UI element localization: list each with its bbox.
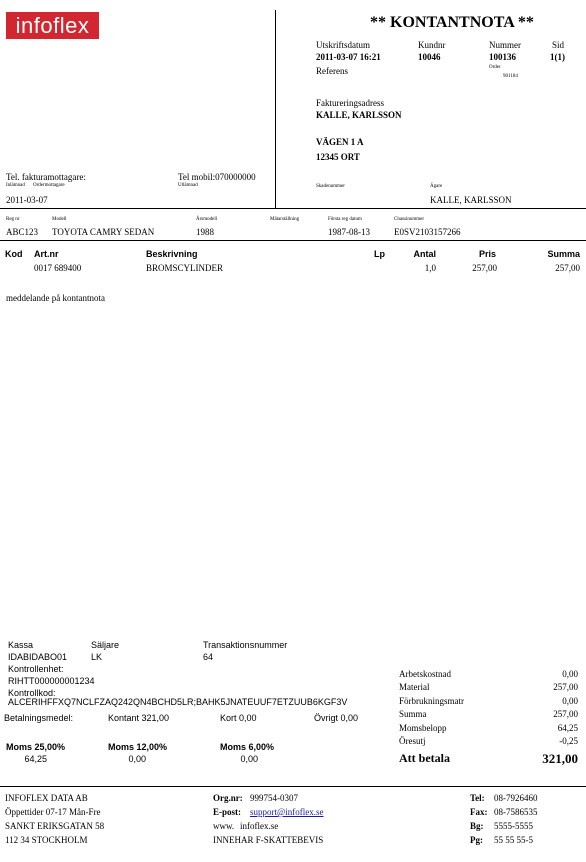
footer-pg-label: Pg: bbox=[470, 835, 483, 845]
kassa-label: Kassa bbox=[8, 640, 34, 650]
owner-label: Ägare bbox=[430, 184, 443, 189]
footer-tax-note: INNEHAR F-SKATTEBEVIS bbox=[213, 835, 324, 845]
grand-total-value: 321,00 bbox=[542, 751, 578, 766]
total-label-labor: Arbetskostnad bbox=[399, 669, 451, 679]
payment-other: Övrigt 0,00 bbox=[314, 713, 359, 723]
col-sum: Summa bbox=[547, 249, 580, 259]
total-label-rounding: Öresutj bbox=[399, 736, 426, 746]
vat6-value: 0,00 bbox=[240, 754, 258, 764]
total-value-rounding: -0,25 bbox=[559, 736, 578, 746]
customer-label: Kundnr bbox=[418, 40, 446, 50]
first-reg-label: Första reg datum bbox=[328, 217, 362, 222]
footer-fax-label: Fax: bbox=[470, 807, 488, 817]
billing-name: KALLE, KARLSSON bbox=[316, 110, 402, 120]
footer-email-label: E-post: bbox=[213, 807, 242, 817]
footer-tel: 08-7926460 bbox=[494, 793, 538, 803]
total-value-sum: 257,00 bbox=[553, 709, 578, 719]
delivered-label: Utlämnad bbox=[178, 183, 198, 188]
order-receiver-label: Ordermottagare bbox=[33, 183, 65, 188]
damage-label: Skadenummer bbox=[316, 184, 345, 189]
footer-pg: 55 55 55-5 bbox=[494, 835, 533, 845]
footer-line bbox=[0, 786, 586, 787]
footer-hours: Öppettider 07-17 Mån-Fre bbox=[5, 807, 101, 817]
order-number: 901184 bbox=[503, 74, 518, 79]
model-label: Modell bbox=[52, 217, 67, 222]
footer-web-label: www. bbox=[213, 821, 235, 831]
customer-number: 10046 bbox=[418, 52, 441, 62]
total-label-material: Material bbox=[399, 682, 430, 692]
footer-org: 999754-0307 bbox=[250, 793, 298, 803]
order-label: Order bbox=[489, 65, 501, 70]
first-reg-date: 1987-08-13 bbox=[328, 227, 370, 237]
grand-total-label: Att betala bbox=[399, 751, 450, 765]
vat6-label: Moms 6,00% bbox=[220, 742, 275, 752]
control-unit-label: Kontrollenhet: bbox=[8, 664, 64, 674]
control-code-value: ALCERIHFFXQ7NCLFZAQ242QN4BCHD5LR;BAHK5JNATEUUF7ETZUUB6KGF3V bbox=[8, 697, 348, 707]
total-value-vat: 64,25 bbox=[557, 723, 578, 733]
total-label-consumables: Förbrukningsmatr bbox=[399, 696, 464, 706]
reference-label: Referens bbox=[316, 66, 348, 76]
total-value-consumables: 0,00 bbox=[562, 696, 578, 706]
mobile-number: Tel mobil:070000000 bbox=[178, 172, 256, 182]
footer-fax: 08-7586535 bbox=[494, 807, 538, 817]
print-date-label: Utskriftsdatum bbox=[316, 40, 370, 50]
total-label-sum: Summa bbox=[399, 709, 427, 719]
seller-label: Säljare bbox=[91, 640, 120, 650]
footer-org-label: Org.nr: bbox=[213, 793, 243, 803]
col-price: Pris bbox=[478, 249, 496, 259]
vehicle-bottom-line bbox=[0, 240, 586, 241]
meter-label: Mätarställning bbox=[270, 217, 300, 222]
owner-name: KALLE, KARLSSON bbox=[430, 195, 512, 205]
total-label-vat: Momsbelopp bbox=[399, 723, 447, 733]
row-article: 0017 689400 bbox=[34, 263, 82, 273]
kassa-value: IDABIDABO01 bbox=[8, 652, 68, 662]
col-code: Kod bbox=[5, 249, 23, 259]
vat25-value: 64,25 bbox=[24, 754, 47, 764]
chassis-number: E0SV2103157266 bbox=[394, 227, 461, 237]
vat25-label: Moms 25,00% bbox=[6, 742, 66, 752]
billing-postal: 12345 ORT bbox=[316, 152, 360, 162]
col-art: Art.nr bbox=[34, 249, 59, 259]
chassis-label: Chassinummer bbox=[394, 217, 424, 222]
control-unit-value: RIHTT000000001234 bbox=[8, 676, 95, 686]
footer-email-link[interactable]: support@infoflex.se bbox=[250, 807, 324, 817]
seller-value: LK bbox=[91, 652, 103, 662]
document-number: 100136 bbox=[489, 52, 516, 62]
number-label: Nummer bbox=[489, 40, 521, 50]
footer-city: 112 34 STOCKHOLM bbox=[5, 835, 88, 845]
footer-tel-label: Tel: bbox=[470, 793, 485, 803]
tel-recipient-label: Tel. fakturamottagare: bbox=[6, 172, 86, 182]
document-title: ** KONTANTNOTA ** bbox=[370, 14, 534, 31]
print-date: 2011-03-07 16:21 bbox=[316, 52, 381, 62]
row-description: BROMSCYLINDER bbox=[146, 263, 224, 273]
header-divider bbox=[275, 10, 276, 208]
billing-label: Faktureringsadress bbox=[316, 98, 384, 108]
reg-label: Reg nr bbox=[6, 217, 20, 222]
footer-bg-label: Bg: bbox=[470, 821, 484, 831]
reg-number: ABC123 bbox=[6, 227, 39, 237]
col-quantity: Antal bbox=[413, 249, 436, 259]
vat12-label: Moms 12,00% bbox=[108, 742, 168, 752]
footer-company: INFOFLEX DATA AB bbox=[5, 793, 88, 803]
page-label: Sid bbox=[552, 40, 565, 50]
transaction-label: Transaktionsnummer bbox=[203, 640, 288, 650]
header-bottom-line bbox=[0, 208, 586, 209]
payment-card: Kort 0,00 bbox=[220, 713, 257, 723]
col-lp: Lp bbox=[374, 249, 385, 259]
col-description: Beskrivning bbox=[146, 249, 198, 259]
footer-bg: 5555-5555 bbox=[494, 821, 533, 831]
footer-web: infoflex.se bbox=[240, 821, 279, 831]
infoflex-logo: infoflex bbox=[6, 12, 99, 39]
footer-street: SANKT ERIKSGATAN 58 bbox=[5, 821, 105, 831]
model-year: 1988 bbox=[196, 227, 214, 237]
message: meddelande på kontantnota bbox=[6, 293, 105, 303]
page-number: 1(1) bbox=[550, 52, 565, 62]
year-label: Årsmodell bbox=[196, 217, 218, 222]
total-value-material: 257,00 bbox=[553, 682, 578, 692]
vat12-value: 0,00 bbox=[128, 754, 146, 764]
transaction-value: 64 bbox=[203, 652, 214, 662]
received-label: Inlämnad bbox=[6, 183, 25, 188]
row-quantity: 1,0 bbox=[424, 263, 436, 273]
model: TOYOTA CAMRY SEDAN bbox=[52, 227, 155, 237]
payment-cash: Kontant 321,00 bbox=[108, 713, 170, 723]
row-price: 257,00 bbox=[472, 263, 497, 273]
billing-street: VÄGEN 1 A bbox=[316, 137, 364, 147]
total-value-labor: 0,00 bbox=[562, 669, 578, 679]
payment-method-label: Betalningsmedel: bbox=[4, 713, 74, 723]
received-date: 2011-03-07 bbox=[6, 195, 48, 205]
row-sum: 257,00 bbox=[555, 263, 580, 273]
control-code-label: Kontrollkod: bbox=[8, 688, 56, 698]
